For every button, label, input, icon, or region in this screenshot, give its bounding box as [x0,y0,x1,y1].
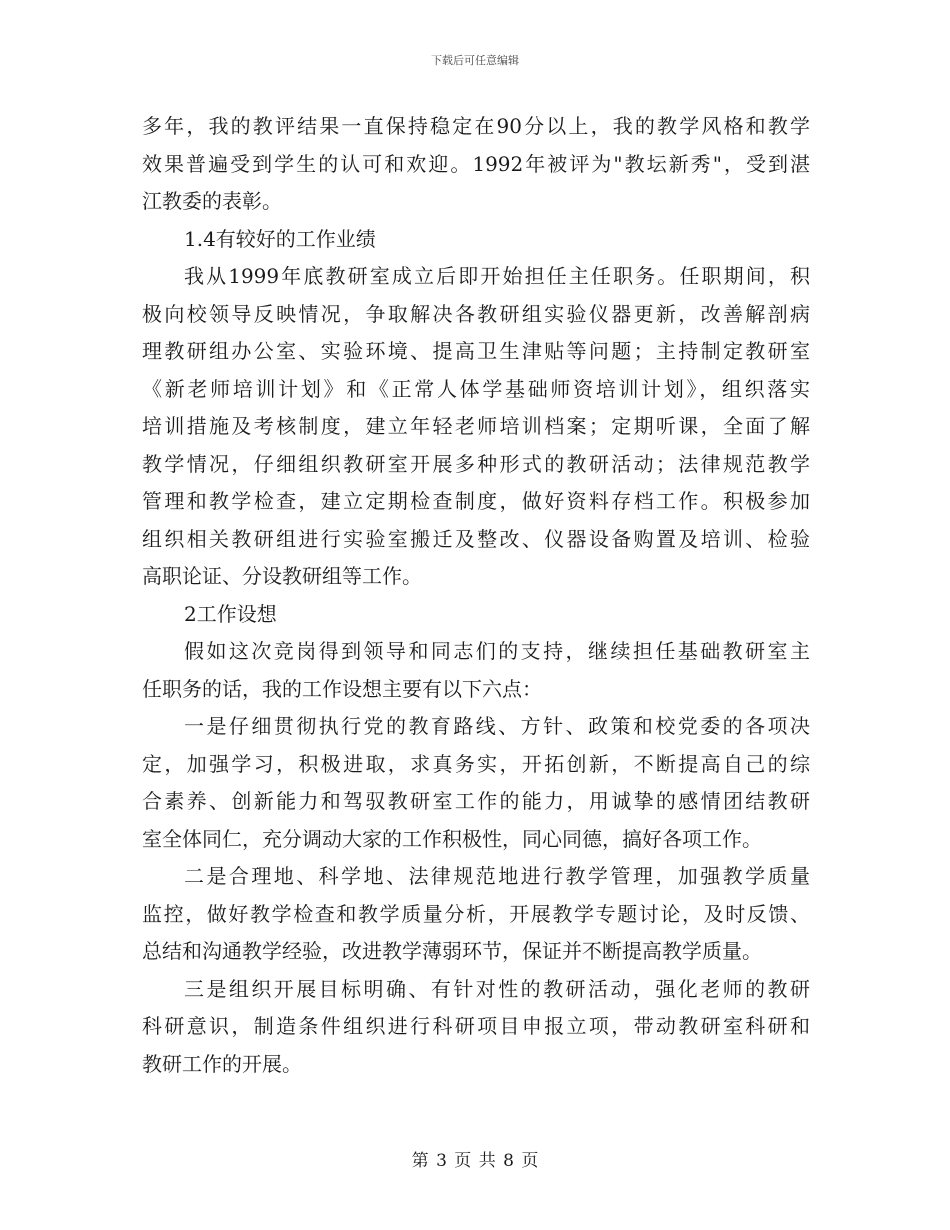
section-heading: 1.4有较好的工作业绩 [184,226,376,251]
body-line: 室全体同仁，充分调动大家的工作积极性，同心同德，搞好各项工作。 [142,826,762,851]
body-line: 高职论证、分设教研组等工作。 [142,564,422,588]
body-line: 培训措施及考核制度，建立年轻老师培训档案；定期听课，全面了解 [142,414,810,438]
paragraph-first-line: 三是组织开展目标明确、有针对性的教研活动，强化老师的教研 [184,976,810,1001]
body-line: 江教委的表彰。 [142,189,282,213]
body-line: 教研工作的开展。 [142,1051,302,1076]
body-line: 定，加强学习，积极进取，求真务实，开拓创新，不断提高自己的综 [142,751,810,776]
header-note: 下载后可任意编辑 [431,54,519,67]
body-line: 任职务的话，我的工作设想主要有以下六点： [142,676,542,701]
body-line: 监控，做好教学检查和教学质量分析，开展教学专题讨论，及时反馈、 [142,901,810,926]
body-line: 管理和教学检查，建立定期检查制度，做好资料存档工作。积极参加 [142,489,810,513]
body-line: 科研意识，制造条件组织进行科研项目申报立项，带动教研室科研和 [142,1014,810,1038]
body-line: 组织相关教研组进行实验室搬迁及整改、仪器设备购置及培训、检验 [142,526,810,551]
body-line: 多年，我的教评结果一直保持稳定在90分以上，我的教学风格和教学 [142,114,810,138]
body-line: 理教研组办公室、实验环境、提高卫生津贴等问题；主持制定教研室 [142,339,810,363]
body-line: 合素养、创新能力和驾驭教研室工作的能力，用诚挚的感情团结教研 [142,789,810,813]
body-line: 《新老师培训计划》和《正常人体学基础师资培训计划》，组织落实 [142,376,810,401]
document-body [142,108,810,1083]
paragraph-first-line: 假如这次竞岗得到领导和同志们的支持，继续担任基础教研室主 [184,639,810,663]
body-line: 教学情况，仔细组织教研室开展多种形式的教研活动；法律规范教学 [142,451,810,476]
body-line: 总结和沟通教学经验，改进教学薄弱环节，保证并不断提高教学质量。 [142,939,762,963]
section-heading: 2工作设想 [184,601,277,626]
body-line: 效果普遍受到学生的认可和欢迎。1992年被评为"教坛新秀"，受到湛 [142,151,810,176]
paragraph-first-line: 我从1999年底教研室成立后即开始担任主任职务。任职期间，积 [184,264,810,288]
page-number: 第 3 页 共 8 页 [411,1151,539,1171]
body-line: 极向校领导反映情况，争取解决各教研组实验仪器更新，改善解剖病 [142,301,810,326]
paragraph-first-line: 二是合理地、科学地、法律规范地进行教学管理，加强教学质量 [184,864,810,888]
paragraph-first-line: 一是仔细贯彻执行党的教育路线、方针、政策和校党委的各项决 [184,714,810,738]
